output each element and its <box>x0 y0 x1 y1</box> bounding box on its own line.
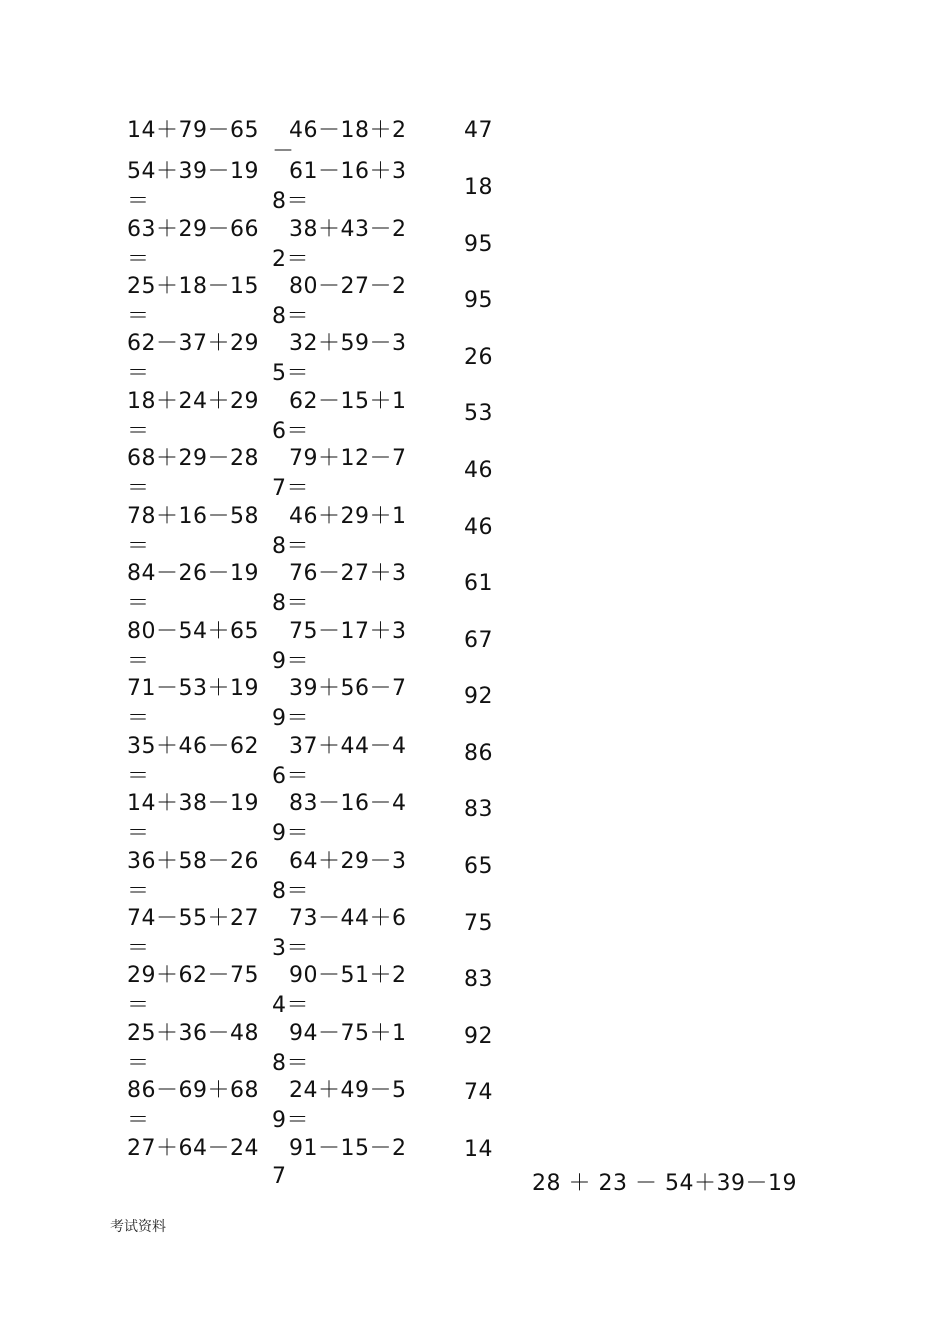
equation-mid: 91－15－2 <box>289 1136 407 1161</box>
equation-left-wrap: ＝ <box>127 1108 150 1133</box>
equation-left-wrap: ＝ <box>127 361 150 386</box>
equation-left-wrap: ＝ <box>127 419 150 444</box>
equation-left: 86－69＋68 <box>127 1078 259 1103</box>
answer: 86 <box>464 741 493 766</box>
equation-mid-wrap: 9＝ <box>272 821 309 846</box>
answer: 14 <box>464 1137 493 1162</box>
equation-left: 14＋38－19 <box>127 791 259 816</box>
equation-mid: 64＋29－3 <box>289 849 407 874</box>
equation-mid: 83－16－4 <box>289 791 407 816</box>
cutoff-equation-line: 28 ＋ 23 － 54＋39－19 <box>532 1171 797 1196</box>
answer: 53 <box>464 401 493 426</box>
equation-left: 78＋16－58 <box>127 504 259 529</box>
equation-left-wrap: ＝ <box>127 706 150 731</box>
equation-mid-wrap: 7＝ <box>272 476 309 501</box>
equation-left: 71－53＋19 <box>127 676 259 701</box>
equation-mid-wrap: 7 <box>272 1164 287 1189</box>
answer: 61 <box>464 571 493 596</box>
answer: 65 <box>464 854 493 879</box>
equation-mid-wrap: 8＝ <box>272 304 309 329</box>
answer: 95 <box>464 232 493 257</box>
answer: 74 <box>464 1080 493 1105</box>
equation-left-wrap: ＝ <box>127 476 150 501</box>
equation-left-wrap: ＝ <box>127 304 150 329</box>
equation-mid-wrap: 9＝ <box>272 649 309 674</box>
equation-left: 35＋46－62 <box>127 734 259 759</box>
equation-mid-wrap: 8＝ <box>272 189 309 214</box>
answer: 95 <box>464 288 493 313</box>
equation-left-wrap: ＝ <box>127 993 150 1018</box>
equation-mid-wrap: 6＝ <box>272 419 309 444</box>
answer: 26 <box>464 345 493 370</box>
equation-left: 27＋64－24 <box>127 1136 259 1161</box>
equation-mid-wrap: 8＝ <box>272 591 309 616</box>
equation-left: 18＋24＋29 <box>127 389 259 414</box>
equation-left: 14＋79－65 <box>127 118 259 143</box>
equation-mid: 76－27＋3 <box>289 561 407 586</box>
equation-mid: 37＋44－4 <box>289 734 407 759</box>
equation-left-wrap: ＝ <box>127 534 150 559</box>
equation-left: 62－37＋29 <box>127 331 259 356</box>
equation-mid-wrap: 8＝ <box>272 879 309 904</box>
equation-left: 54＋39－19 <box>127 159 259 184</box>
equation-mid: 79＋12－7 <box>289 446 407 471</box>
equation-mid-wrap: 8＝ <box>272 1051 309 1076</box>
equation-mid: 73－44＋6 <box>289 906 407 931</box>
equation-left: 80－54＋65 <box>127 619 259 644</box>
equation-mid: 62－15＋1 <box>289 389 407 414</box>
answer: 47 <box>464 118 493 143</box>
equation-mid: 90－51＋2 <box>289 963 407 988</box>
equation-mid: 94－75＋1 <box>289 1021 407 1046</box>
equation-mid: 24＋49－5 <box>289 1078 407 1103</box>
equation-left-wrap: ＝ <box>127 879 150 904</box>
equation-mid-wrap: － <box>272 139 295 164</box>
equation-mid: 75－17＋3 <box>289 619 407 644</box>
equation-mid: 38＋43－2 <box>289 217 407 242</box>
equation-left-wrap: ＝ <box>127 189 150 214</box>
equation-left: 25＋36－48 <box>127 1021 259 1046</box>
equation-left-wrap: ＝ <box>127 1051 150 1076</box>
equation-left-wrap: ＝ <box>127 591 150 616</box>
equation-mid: 61－16＋3 <box>289 159 407 184</box>
equation-mid: 32＋59－3 <box>289 331 407 356</box>
equation-mid-wrap: 9＝ <box>272 1108 309 1133</box>
equation-mid-wrap: 3＝ <box>272 936 309 961</box>
equation-left: 36＋58－26 <box>127 849 259 874</box>
equation-mid-wrap: 5＝ <box>272 361 309 386</box>
equation-mid-wrap: 9＝ <box>272 706 309 731</box>
equation-left-wrap: ＝ <box>127 821 150 846</box>
equation-mid: 46＋29＋1 <box>289 504 407 529</box>
answer: 92 <box>464 1024 493 1049</box>
answer: 18 <box>464 175 493 200</box>
equation-mid: 80－27－2 <box>289 274 407 299</box>
equation-mid-wrap: 2＝ <box>272 247 309 272</box>
equation-mid: 46－18＋2 <box>289 118 407 143</box>
equation-mid: 39＋56－7 <box>289 676 407 701</box>
equation-left-wrap: ＝ <box>127 764 150 789</box>
equation-left-wrap: ＝ <box>127 649 150 674</box>
equation-left: 84－26－19 <box>127 561 259 586</box>
equation-left: 74－55＋27 <box>127 906 259 931</box>
equation-left: 29＋62－75 <box>127 963 259 988</box>
equation-mid-wrap: 8＝ <box>272 534 309 559</box>
answer: 92 <box>464 684 493 709</box>
equation-left-wrap: ＝ <box>127 936 150 961</box>
answer: 46 <box>464 515 493 540</box>
equation-left-wrap: ＝ <box>127 247 150 272</box>
answer: 46 <box>464 458 493 483</box>
equation-mid-wrap: 4＝ <box>272 993 309 1018</box>
footer-label: 考试资料 <box>110 1219 166 1235</box>
equation-left: 63＋29－66 <box>127 217 259 242</box>
answer: 83 <box>464 967 493 992</box>
answer: 83 <box>464 797 493 822</box>
answer: 75 <box>464 911 493 936</box>
answer: 67 <box>464 628 493 653</box>
equation-left: 25＋18－15 <box>127 274 259 299</box>
equation-left: 68＋29－28 <box>127 446 259 471</box>
equation-mid-wrap: 6＝ <box>272 764 309 789</box>
